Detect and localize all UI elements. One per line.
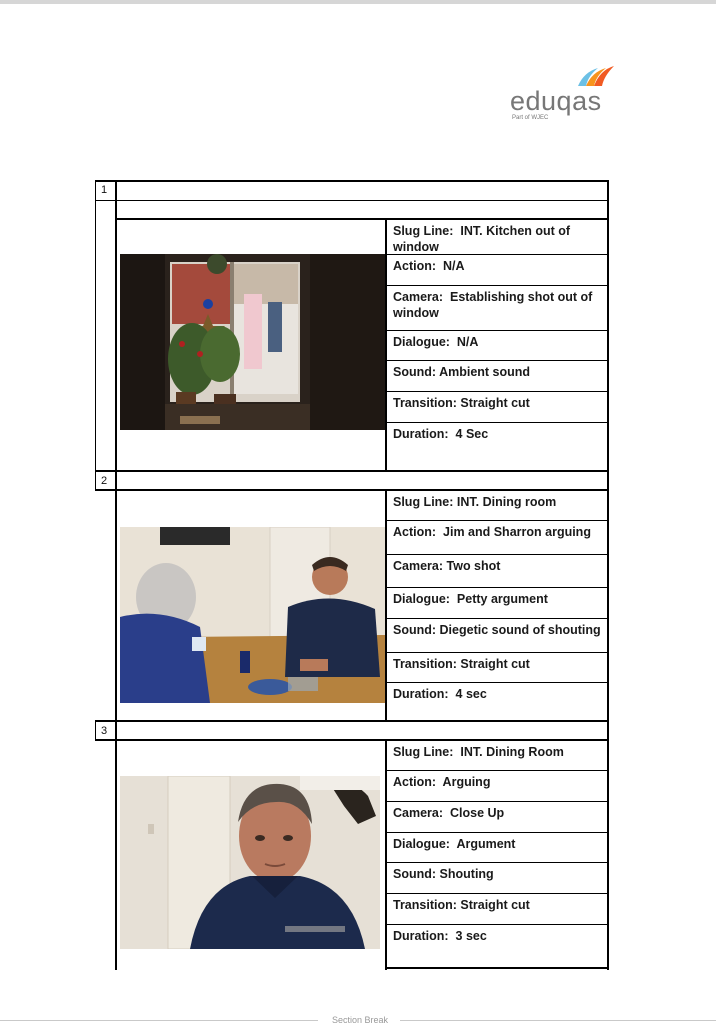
- camera-cell: [386, 555, 608, 588]
- table-border: [95, 720, 96, 740]
- transition-cell: [386, 392, 608, 423]
- camera-label: Camera:: [393, 559, 444, 573]
- sound-label: Sound:: [393, 867, 437, 881]
- action-value: N/A: [443, 259, 465, 273]
- table-border: [95, 180, 609, 182]
- slug-line-label: Slug Line:: [393, 224, 454, 238]
- slug-line-cell: [386, 741, 608, 771]
- dialogue-value: N/A: [456, 335, 479, 349]
- action-cell: [386, 521, 608, 555]
- camera-value: Close Up: [449, 806, 505, 820]
- dialogue-label: Dialogue:: [393, 335, 450, 349]
- duration-cell: [386, 683, 608, 720]
- duration-value: 3 sec: [455, 929, 487, 943]
- slug-line-label: Slug Line:: [393, 495, 454, 509]
- transition-value: Straight cut: [460, 898, 530, 912]
- scene-number: 3: [101, 725, 108, 737]
- table-border: [115, 470, 117, 720]
- action-label: Action:: [393, 775, 437, 789]
- action-cell: [386, 771, 608, 802]
- sound-value: Diegetic sound of shouting: [439, 623, 601, 637]
- action-label: Action:: [393, 525, 437, 539]
- slug-line-value: INT. Dining room: [456, 495, 557, 509]
- sound-label: Sound:: [393, 623, 437, 637]
- duration-cell: [386, 925, 608, 967]
- table-border: [95, 720, 609, 722]
- action-label: Action:: [393, 259, 437, 273]
- section-break-label: Section Break: [331, 1015, 389, 1025]
- scene-number: 2: [101, 475, 108, 487]
- dialogue-label: Dialogue:: [393, 592, 450, 606]
- slug-line-value: INT. Dining Room: [460, 745, 564, 759]
- dialogue-cell: [386, 833, 608, 863]
- transition-value: Straight cut: [460, 396, 530, 410]
- scene-number: 1: [101, 184, 108, 196]
- action-value: Jim and Sharron arguing: [443, 525, 591, 539]
- kitchen-window-photo: [120, 254, 385, 430]
- action-cell: [386, 255, 608, 286]
- duration-label: Duration:: [393, 687, 449, 701]
- duration-cell: [386, 423, 608, 469]
- dialogue-value: Argument: [456, 837, 516, 851]
- eduqas-logo: [508, 66, 612, 126]
- section-break-rule: [400, 1020, 716, 1021]
- section-break: [0, 1012, 716, 1023]
- camera-value: Establishing shot out of window: [393, 290, 593, 320]
- transition-label: Transition:: [393, 396, 457, 410]
- transition-cell: [386, 653, 608, 683]
- duration-label: Duration:: [393, 929, 449, 943]
- camera-value: Two shot: [446, 559, 501, 573]
- duration-label: Duration:: [393, 427, 449, 441]
- table-border: [95, 200, 609, 201]
- section-break-rule: [0, 1020, 318, 1021]
- sound-cell: [386, 863, 608, 894]
- sound-value: Shouting: [439, 867, 494, 881]
- transition-label: Transition:: [393, 898, 457, 912]
- table-border: [385, 967, 609, 969]
- logo-tagline: Part of WJEC: [512, 115, 549, 121]
- slug-line-cell: [386, 491, 608, 521]
- transition-value: Straight cut: [460, 657, 530, 671]
- transition-label: Transition:: [393, 657, 457, 671]
- duration-value: 4 Sec: [455, 427, 489, 441]
- dialogue-value: Petty argument: [456, 592, 548, 606]
- camera-label: Camera:: [393, 290, 444, 304]
- logo-wordmark: eduqas: [510, 86, 602, 116]
- dining-room-two-shot-photo: [120, 527, 385, 703]
- sound-cell: [386, 619, 608, 653]
- top-border: [0, 0, 716, 4]
- transition-cell: [386, 894, 608, 925]
- dialogue-cell: [386, 331, 608, 361]
- camera-label: Camera:: [393, 806, 444, 820]
- slug-line-value: INT. Kitchen out of window: [393, 224, 571, 254]
- table-border: [95, 180, 96, 470]
- logo-mark-icon: [574, 66, 614, 88]
- camera-cell: [386, 286, 608, 331]
- slug-line-label: Slug Line:: [393, 745, 454, 759]
- sound-value: Ambient sound: [439, 365, 531, 379]
- sound-label: Sound:: [393, 365, 437, 379]
- table-border: [115, 720, 117, 970]
- sound-cell: [386, 361, 608, 392]
- action-value: Arguing: [442, 775, 491, 789]
- camera-cell: [386, 802, 608, 833]
- duration-value: 4 sec: [455, 687, 487, 701]
- slug-line-cell: [386, 220, 608, 255]
- table-border: [95, 470, 609, 472]
- dialogue-label: Dialogue:: [393, 837, 450, 851]
- close-up-man-photo: [120, 776, 380, 949]
- table-border: [95, 470, 96, 490]
- dialogue-cell: [386, 588, 608, 619]
- table-border: [115, 180, 117, 470]
